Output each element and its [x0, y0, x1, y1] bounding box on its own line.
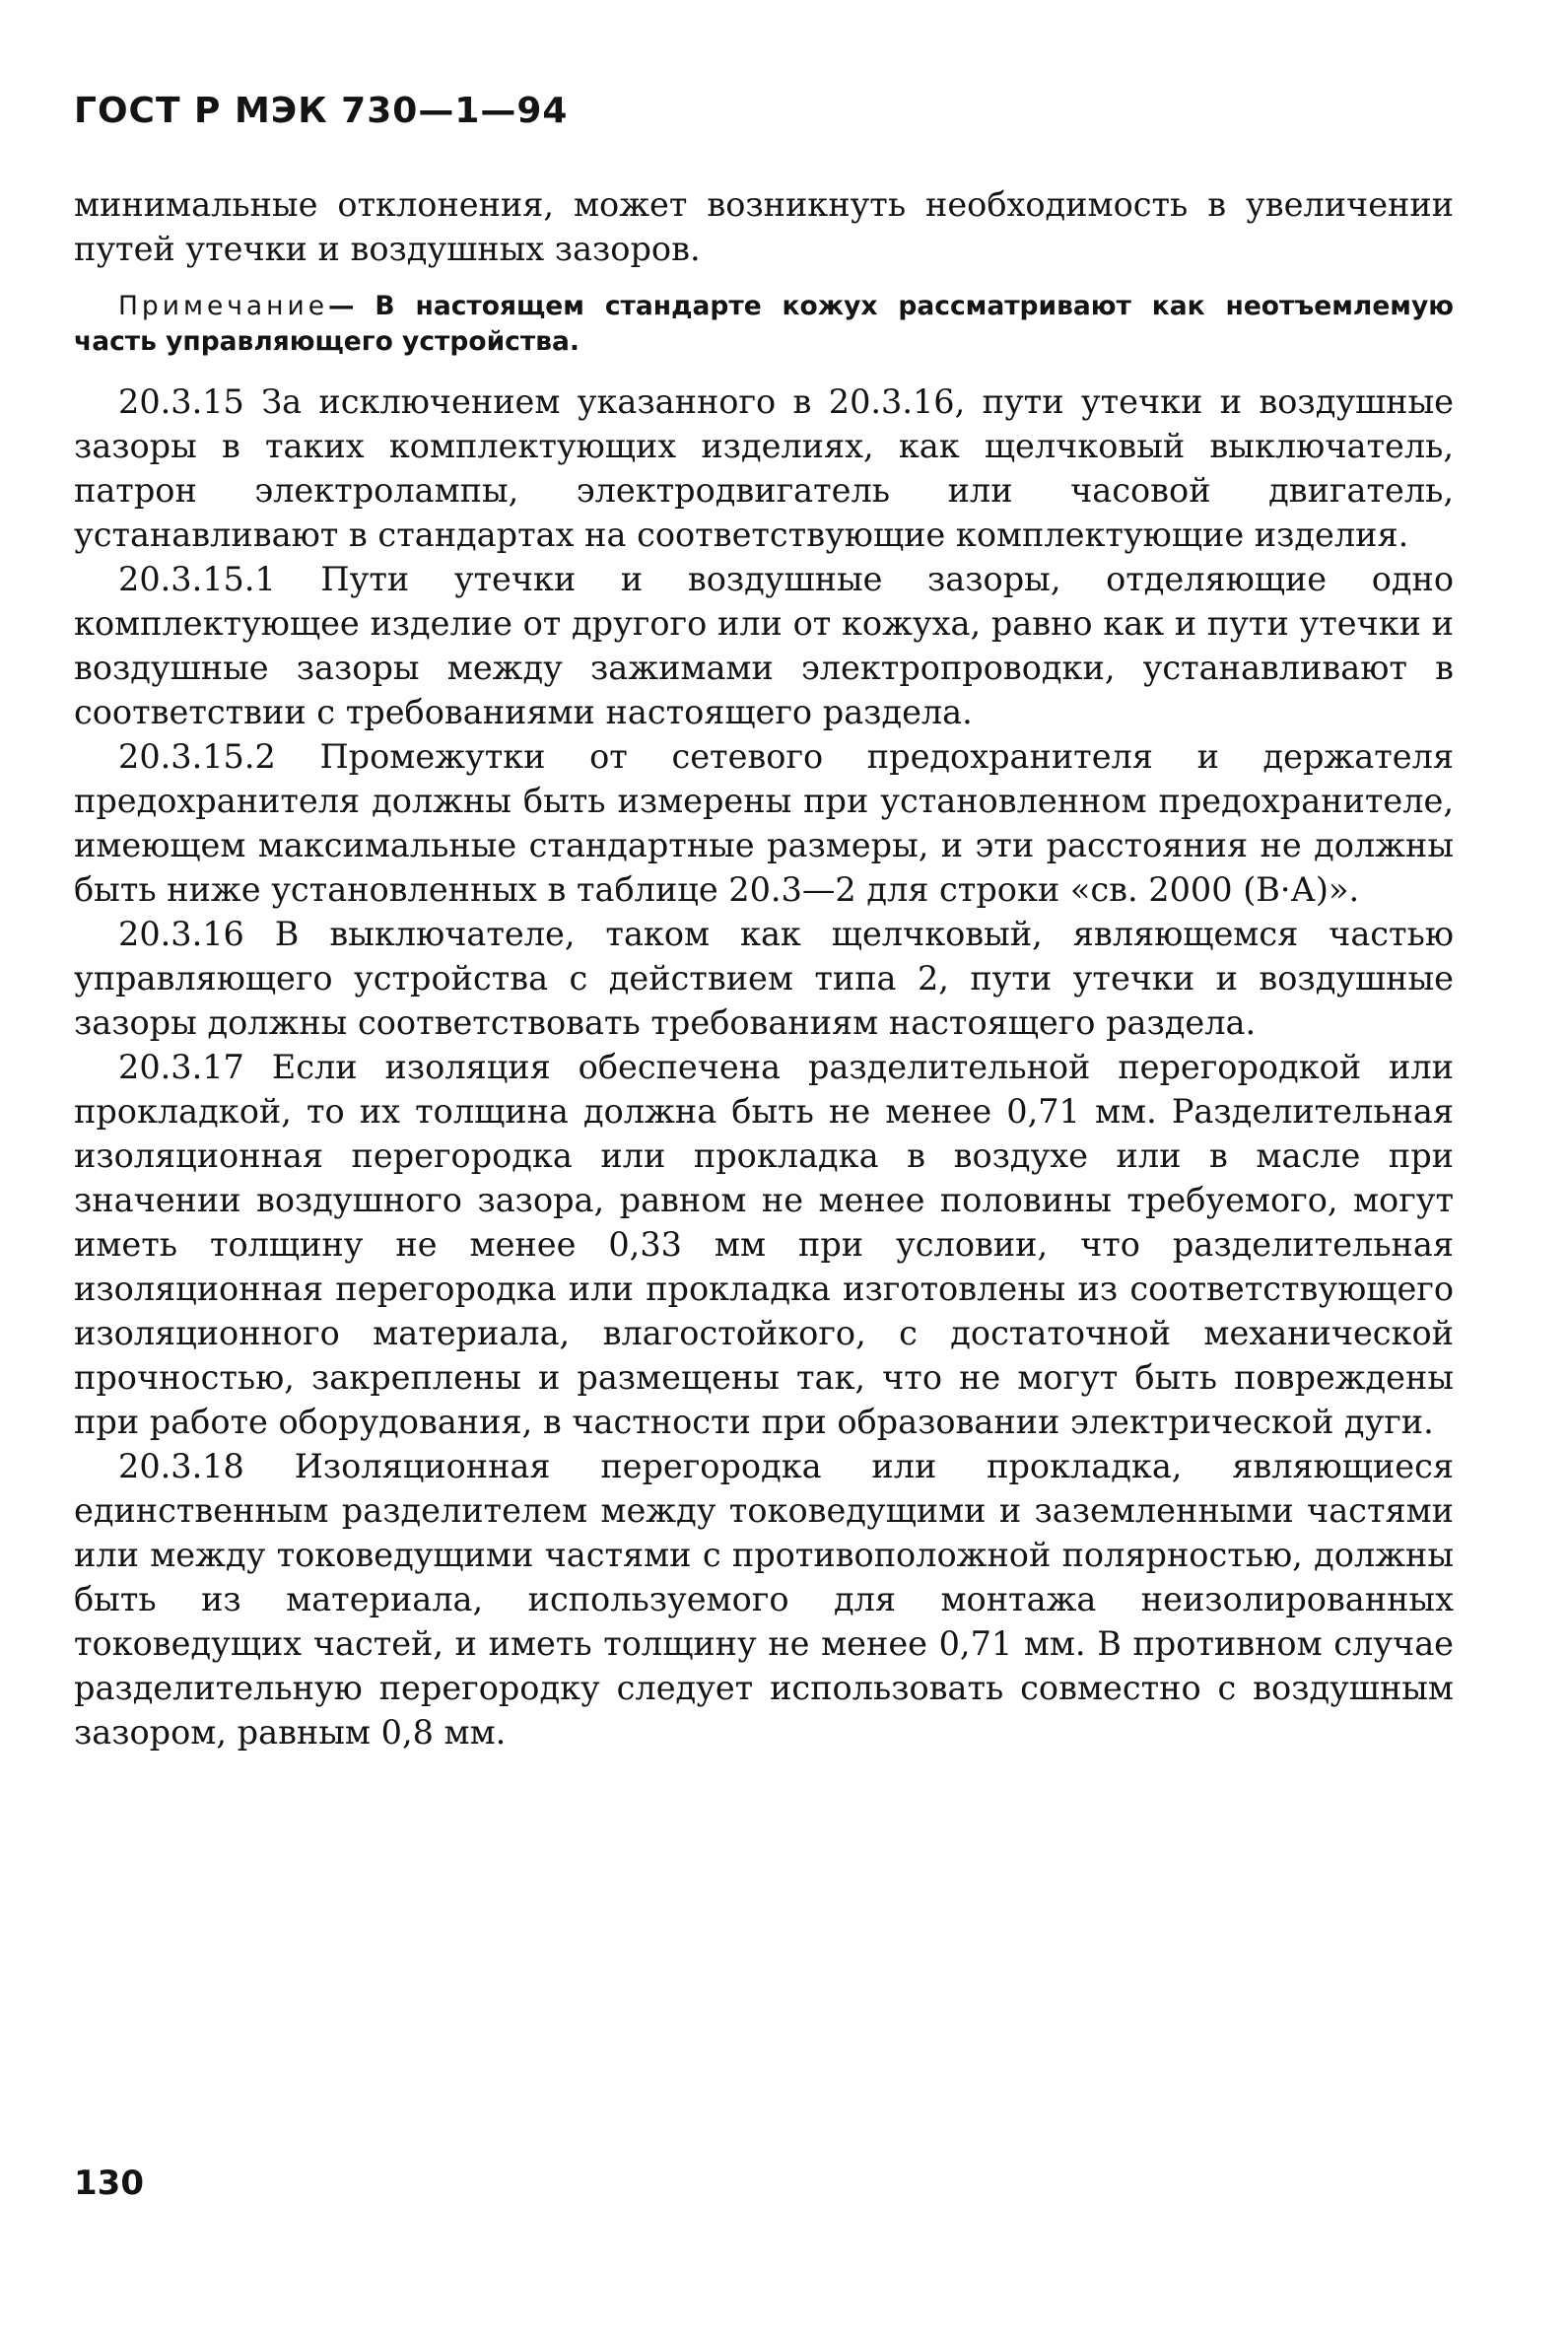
- page-number: 130: [74, 2164, 144, 2203]
- document-header: ГОСТ Р МЭК 730—1—94: [74, 91, 569, 131]
- paragraph-20-3-17: 20.3.17 Если изоляция обеспечена разделительной перегородкой или прокладкой, то их толщина должна быть не менее 0,71 мм. Разделительная изоляционная перегородка или прокладка в воздухе или в масле при значении воздушного зазора, равном не менее половины требуемого, могут иметь толщину не менее 0,33 мм при условии, что разделительная изоляционная перегородка или прокладка изготовлены из соответствующего изоляционного материала, влагостойкого, с достаточной механической прочностью, закреплены и размещены так, что не могут быть повреждены при работе оборудования, в частности при образовании электрической дуги.: [74, 1048, 1454, 1441]
- note: [74, 289, 1454, 360]
- paragraph-20-3-15: 20.3.15 За исключением указанного в 20.3.16, пути утечки и воздушные зазоры в таких комплектующих изделиях, как щелчковый выключатель, патрон электролампы, электродвигатель или часовой двигатель, устанавливают в стандартах на соответствующие комплектующие изделия.: [74, 382, 1454, 554]
- document-body: [74, 182, 1454, 1754]
- note-text: — В настоящем стандарте кожух рассматривают как неотъемлемую часть управляющего устройства.: [74, 291, 1454, 357]
- paragraph-intro: минимальные отклонения, может возникнуть необходимость в увеличении путей утечки и воздушных зазоров.: [74, 185, 1454, 268]
- paragraph-20-3-15-2: 20.3.15.2 Промежутки от сетевого предохранителя и держателя предохранителя должны быть измерены при установленном предохранителе, имеющем максимальные стандартные размеры, и эти расстояния не должны быть ниже установленных в таблице 20.3—2 для строки «св. 2000 (В·А)».: [74, 737, 1454, 909]
- paragraph-20-3-18: 20.3.18 Изоляционная перегородка или прокладка, являющиеся единственным разделителем между токоведущими и заземленными частями или между токоведущими частями с противоположной полярностью, должны быть из материала, используемого для монтажа неизолированных токоведущих частей, и иметь толщину не менее 0,71 мм. В противном случае разделительную перегородку следует использовать совместно с воздушным зазором, равным 0,8 мм.: [74, 1447, 1454, 1752]
- paragraph-20-3-16: 20.3.16 В выключателе, таком как щелчковый, являющемся частью управляющего устройства с действием типа 2, пути утечки и воздушные зазоры должны соответствовать требованиям настоящего раздела.: [74, 915, 1454, 1042]
- note-label: Примечание: [118, 291, 329, 321]
- paragraph-20-3-15-1: 20.3.15.1 Пути утечки и воздушные зазоры, отделяющие одно комплектующее изделие от другого или от кожуха, равно как и пути утечки и воздушные зазоры между зажимами электропроводки, устанавливают в соответствии с требованиями настоящего раздела.: [74, 560, 1454, 731]
